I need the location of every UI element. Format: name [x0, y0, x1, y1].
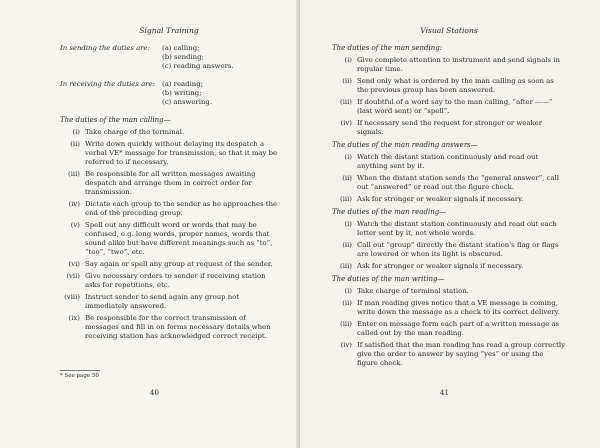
item-text: Give complete attention to instrument and send signals in regular time.: [357, 56, 560, 73]
list-item: [332, 241, 566, 259]
sending-duty-item: (a) calling;: [162, 44, 200, 52]
item-number: (vii): [66, 272, 80, 280]
list-item: [332, 341, 566, 368]
list-item: [60, 140, 278, 167]
right-page: [300, 0, 600, 448]
list-item: [60, 260, 278, 269]
item-number: (ii): [70, 140, 80, 148]
item-text: Enter on message form each part of a written message as called out by the man reading.: [357, 320, 560, 337]
item-text: Say again or spell any group at request of the sender.: [85, 260, 273, 268]
item-text: Take charge of terminal station.: [357, 287, 469, 295]
list-item: [332, 195, 566, 204]
sending-duties-label: In sending the duties are:: [60, 44, 150, 52]
list-item: [332, 320, 566, 338]
list-item: [60, 272, 278, 290]
running-head-left: Signal Training: [139, 26, 199, 35]
list-item: [332, 56, 566, 74]
item-number: (ii): [342, 77, 352, 85]
list-item: [60, 221, 278, 257]
item-text: If doubtful of a word say to the man calling, “after ——” (last word sent) or “spell”.: [357, 98, 553, 115]
item-text: Write down quickly without delaying its despatch a verbal VE* message for transmission, so that it may be referred to if necessary.: [85, 140, 278, 166]
item-text: When the distant station sends the “general answer”, call out “answered” or read out the figure check.: [357, 174, 559, 191]
item-number: (viii): [64, 293, 80, 301]
reading-answers-heading: The duties of the man reading answers—: [332, 141, 478, 149]
item-text: If satisfied that the man reading has read a group correctly give the order to answer by saying “yes” or using the figure check.: [357, 341, 565, 367]
item-number: (v): [70, 221, 80, 229]
page-number-right: 41: [440, 389, 449, 397]
list-item: [60, 128, 278, 137]
item-number: (iii): [340, 98, 352, 106]
item-text: Ask for stronger or weaker signals if necessary.: [357, 195, 524, 203]
item-text: Be responsible for all written messages awaiting despatch and arrange them in correct order for transmission.: [85, 170, 256, 196]
sending-duty-item: (c) reading answers.: [162, 62, 234, 70]
item-number: (i): [344, 220, 352, 228]
footnote-text: * See page 50: [60, 373, 99, 379]
receiving-duties-list: [162, 80, 212, 107]
list-item: [332, 174, 566, 192]
footnote: [60, 370, 100, 379]
list-item: [332, 119, 566, 137]
footnote-rule: [60, 370, 100, 371]
item-number: (iii): [340, 262, 352, 270]
receiving-duty-item: (c) answering.: [162, 98, 213, 106]
item-text: Send only what is ordered by the man calling as soon as the previous group has been answered.: [357, 77, 554, 94]
reading-man-list: [332, 220, 566, 271]
item-number: (ii): [342, 241, 352, 249]
sending-duties: [60, 44, 278, 71]
writing-man-heading: The duties of the man writing—: [332, 275, 445, 283]
receiving-duties: [60, 80, 278, 107]
sending-man-heading: The duties of the man sending:: [332, 44, 443, 52]
item-number: (iv): [340, 341, 352, 349]
list-item: [332, 77, 566, 95]
list-item: [332, 262, 566, 271]
receiving-duties-label: In receiving the duties are:: [60, 80, 155, 88]
item-text: Take charge of the terminal.: [85, 128, 185, 136]
sending-duties-list: [162, 44, 234, 71]
item-number: (ix): [68, 314, 80, 322]
list-item: [60, 314, 278, 341]
list-item: [332, 98, 566, 116]
item-number: (i): [344, 287, 352, 295]
running-head-right: Visual Stations: [420, 26, 478, 35]
item-number: (iii): [68, 170, 80, 178]
item-number: (i): [72, 128, 80, 136]
item-text: If necessary send the request for stronger or weaker signals.: [357, 119, 543, 136]
item-text: Spell out any difficult word or words that may be confused, e.g. long words, proper names, words that sound alike but have different meanings such as “to”, “too”, “two”, etc.: [85, 221, 273, 256]
item-number: (iii): [340, 195, 352, 203]
item-text: Be responsible for the correct transmission of messages and fill in on forms necessary details when receiving station has acknowledged correct receipt.: [85, 314, 271, 340]
item-text: Watch the distant station continuously and read out each letter sent by it, not whole words.: [357, 220, 557, 237]
item-text: Watch the distant station continuously and read out anything sent by it.: [357, 153, 539, 170]
reading-answers-list: [332, 153, 566, 204]
item-number: (ii): [342, 299, 352, 307]
receiving-duty-item: (a) reading;: [162, 80, 203, 88]
item-number: (vi): [68, 260, 80, 268]
receiving-duty-item: (b) writing;: [162, 89, 202, 97]
calling-duties-list: [60, 128, 278, 341]
item-number: (iv): [340, 119, 352, 127]
list-item: [60, 293, 278, 311]
sending-man-list: [332, 56, 566, 137]
list-item: [332, 220, 566, 238]
list-item: [332, 153, 566, 171]
item-text: Instruct sender to send again any group not immediately answered.: [85, 293, 240, 310]
sending-duty-item: (b) sending;: [162, 53, 204, 61]
item-text: Give necessary orders to sender if receiving station asks for repetitions, etc.: [85, 272, 266, 289]
item-number: (iv): [68, 200, 80, 208]
reading-man-heading: The duties of the man reading—: [332, 208, 447, 216]
item-text: Ask for stronger or weaker signals if necessary.: [357, 262, 524, 270]
item-number: (ii): [342, 174, 352, 182]
page-number-left: 40: [150, 389, 159, 397]
item-text: Dictate each group to the sender as he approaches the end of the preceding group.: [85, 200, 278, 217]
list-item: [332, 299, 566, 317]
writing-man-list: [332, 287, 566, 368]
list-item: [332, 287, 566, 296]
item-number: (i): [344, 153, 352, 161]
list-item: [60, 200, 278, 218]
item-text: If man reading gives notice that a VE message is coming, write down the message as a check to its correct delivery.: [357, 299, 560, 316]
list-item: [60, 170, 278, 197]
item-number: (iii): [340, 320, 352, 328]
calling-duties-heading: The duties of the man calling—: [60, 116, 171, 124]
item-number: (i): [344, 56, 352, 64]
item-text: Call out “group” directly the distant station's flag or flags are lowered or when its light is obscured.: [357, 241, 559, 258]
